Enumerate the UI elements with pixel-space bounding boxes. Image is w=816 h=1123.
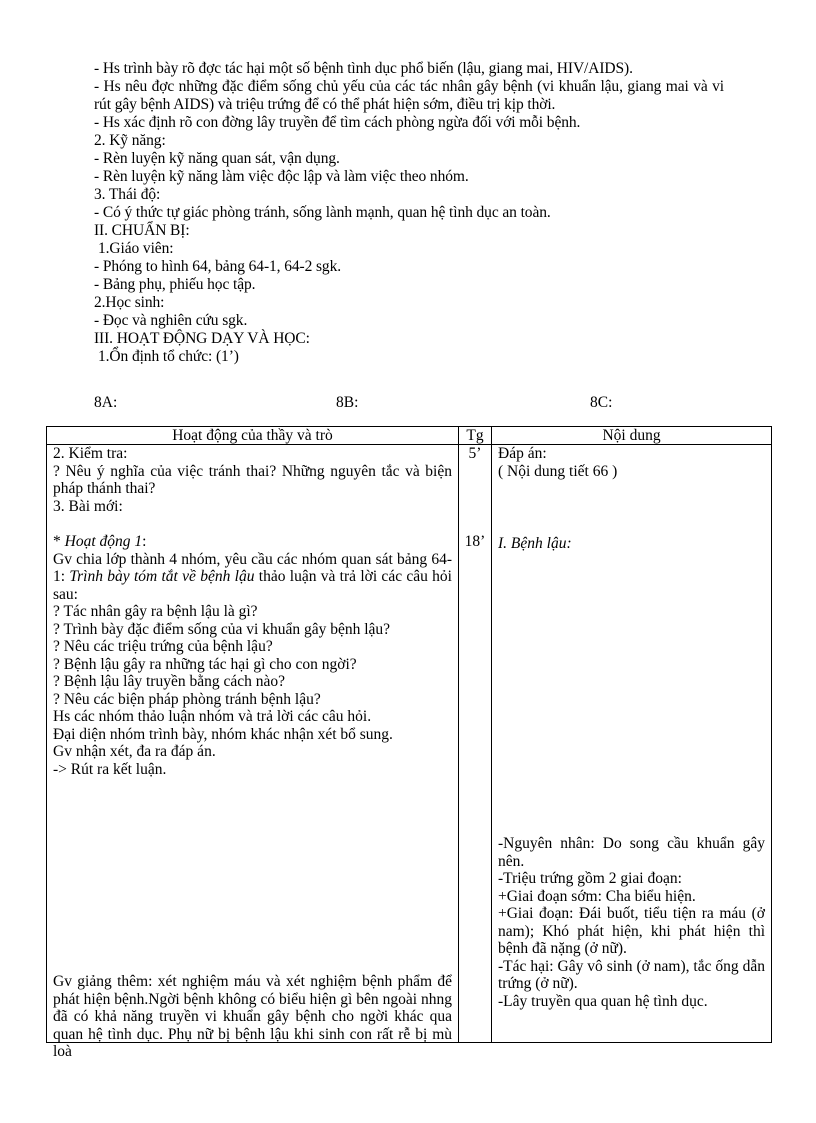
activity-line: Gv chia lớp thành 4 nhóm, yêu cầu các nhóm quan sát bảng 64-1: Trình bày tóm tắt về bệnh lậu thảo luận và trả lời các câu hỏi sau: [53, 550, 452, 603]
content-line: -Tác hại: Gây vô sinh (ở nam), tắc ống dẫn trứng (ở nữ). [498, 957, 765, 992]
content-line: +Giai đoạn sớm: Cha biểu hiện. [498, 887, 696, 905]
activities-cell [47, 445, 459, 1060]
check-block [53, 445, 452, 515]
objective-line: - Hs xác định rõ con đờng lây truyền để tìm cách phòng ngừa đối với mỗi bệnh. [94, 114, 581, 131]
content-line: -Triệu trứng gồm 2 giai đoạn: [498, 870, 682, 887]
time-cell [459, 445, 492, 1043]
class-8b: 8B: [336, 394, 359, 411]
class-8a: 8A: [94, 394, 118, 411]
extra-block [53, 973, 452, 1061]
question-line: ? Tác nhân gây ra bệnh lậu là gì? [53, 603, 258, 620]
content-line: +Giai đoạn: Đái buốt, tiểu tiện ra máu (ở nam); Khó phát hiện, khi phát hiện thì bệnh đã nặng (ở nữ). [498, 905, 765, 957]
question-line: ? Nêu các biện pháp phòng tránh bệnh lậu? [53, 690, 321, 708]
answer-block [498, 445, 765, 480]
content-line: Đáp án: [498, 445, 547, 462]
time-value: 5’ [468, 445, 482, 462]
activity-block [53, 533, 452, 778]
activity-heading: * Hoạt động 1: [53, 533, 147, 550]
question-line: ? Bệnh lậu lây truyền bằng cách nào? [53, 673, 285, 690]
time-value: 18’ [464, 533, 486, 550]
content-line: -Lây truyền qua quan hệ tình dục. [498, 992, 708, 1010]
header-activities: Hoạt động của thầy và trò [47, 427, 459, 445]
content-line: ( Nội dung tiết 66 ) [498, 462, 618, 480]
question-line: ? Nêu các triệu trứng của bệnh lậu? [53, 638, 273, 655]
section-heading: II. CHUẨN BỊ: [94, 222, 190, 239]
activity-line: Đại diện nhóm trình bày, nhóm khác nhận xét bổ sung. [53, 725, 393, 743]
activity-line: -> Rút ra kết luận. [53, 760, 167, 778]
activity-line: Hs các nhóm thảo luận nhóm và trả lời các câu hỏi. [53, 708, 372, 725]
activity-title: Hoạt động 1 [64, 533, 143, 550]
objective-line: - Có ý thức tự giác phòng tránh, sống lành mạnh, quan hệ tình dục an toàn. [94, 204, 551, 221]
header-content: Nội dung [492, 427, 772, 445]
activity-line: 2. Kiểm tra: [53, 445, 128, 462]
content-block [498, 835, 765, 1010]
activity-line: Gv nhận xét, đa ra đáp án. [53, 743, 216, 760]
lesson-objectives [94, 60, 724, 366]
lesson-table [46, 426, 772, 1060]
subsection-heading: 1.Ổn định tổ chức: (1’) [98, 348, 239, 365]
section-heading: 2. Kỹ năng: [94, 132, 166, 149]
question-line: ? Trình bày đặc điểm sống của vi khuẩn gây bệnh lậu? [53, 620, 391, 638]
activity-line: 3. Bài mới: [53, 497, 123, 515]
objective-line: - Hs nêu đợc những đặc điểm sống chủ yếu của các tác nhân gây bệnh (vi khuẩn lậu, giang mai và vi rút gây bệnh AIDS) và triệu trứng để có thể phát hiện sớm, điều trị kịp thời. [94, 78, 724, 113]
objective-line: - Rèn luyện kỹ năng quan sát, vận dụng. [94, 150, 340, 167]
preparation-line: - Bảng phụ, phiếu học tập. [94, 276, 256, 293]
preparation-line: - Đọc và nghiên cứu sgk. [94, 312, 248, 329]
section-title: I. Bệnh lậu: [498, 535, 572, 552]
activity-line: Gv giảng thêm: xét nghiệm máu và xét nghiệm bệnh phẩm để phát hiện bệnh.Ngời bệnh không có biểu hiện gì bên ngoài nhng đã có khả năng truyền vi khuẩn gây bệnh cho ngời khác qua quan hệ tình dục. Phụ nữ bị bệnh lậu khi sinh con rất rễ bị mù loà [53, 973, 452, 1060]
activity-line: ? Nêu ý nghĩa của việc tránh thai? Những nguyên tắc và biện pháp thánh thai? [53, 462, 452, 497]
objective-line: - Hs trình bày rõ đợc tác hại một số bệnh tình dục phổ biến (lậu, giang mai, HIV/AIDS). [94, 60, 633, 77]
section-heading: 3. Thái độ: [94, 186, 161, 203]
content-cell [492, 445, 772, 1043]
header-time: Tg [459, 427, 492, 445]
class-list [94, 394, 724, 414]
subsection-heading: 1.Giáo viên: [98, 240, 174, 257]
content-line: -Nguyên nhân: Do song cầu khuẩn gây nên. [498, 835, 765, 870]
activity-task: Trình bày tóm tắt về bệnh lậu [69, 568, 255, 585]
objective-line: - Rèn luyện kỹ năng làm việc độc lập và làm việc theo nhóm. [94, 168, 469, 185]
preparation-line: - Phóng to hình 64, bảng 64-1, 64-2 sgk. [94, 258, 342, 275]
question-line: ? Bệnh lậu gây ra những tác hại gì cho con ngời? [53, 655, 357, 673]
class-8c: 8C: [590, 394, 613, 411]
section-heading: III. HOẠT ĐỘNG DẠY VÀ HỌC: [94, 330, 310, 347]
subsection-heading: 2.Học sinh: [94, 294, 165, 311]
